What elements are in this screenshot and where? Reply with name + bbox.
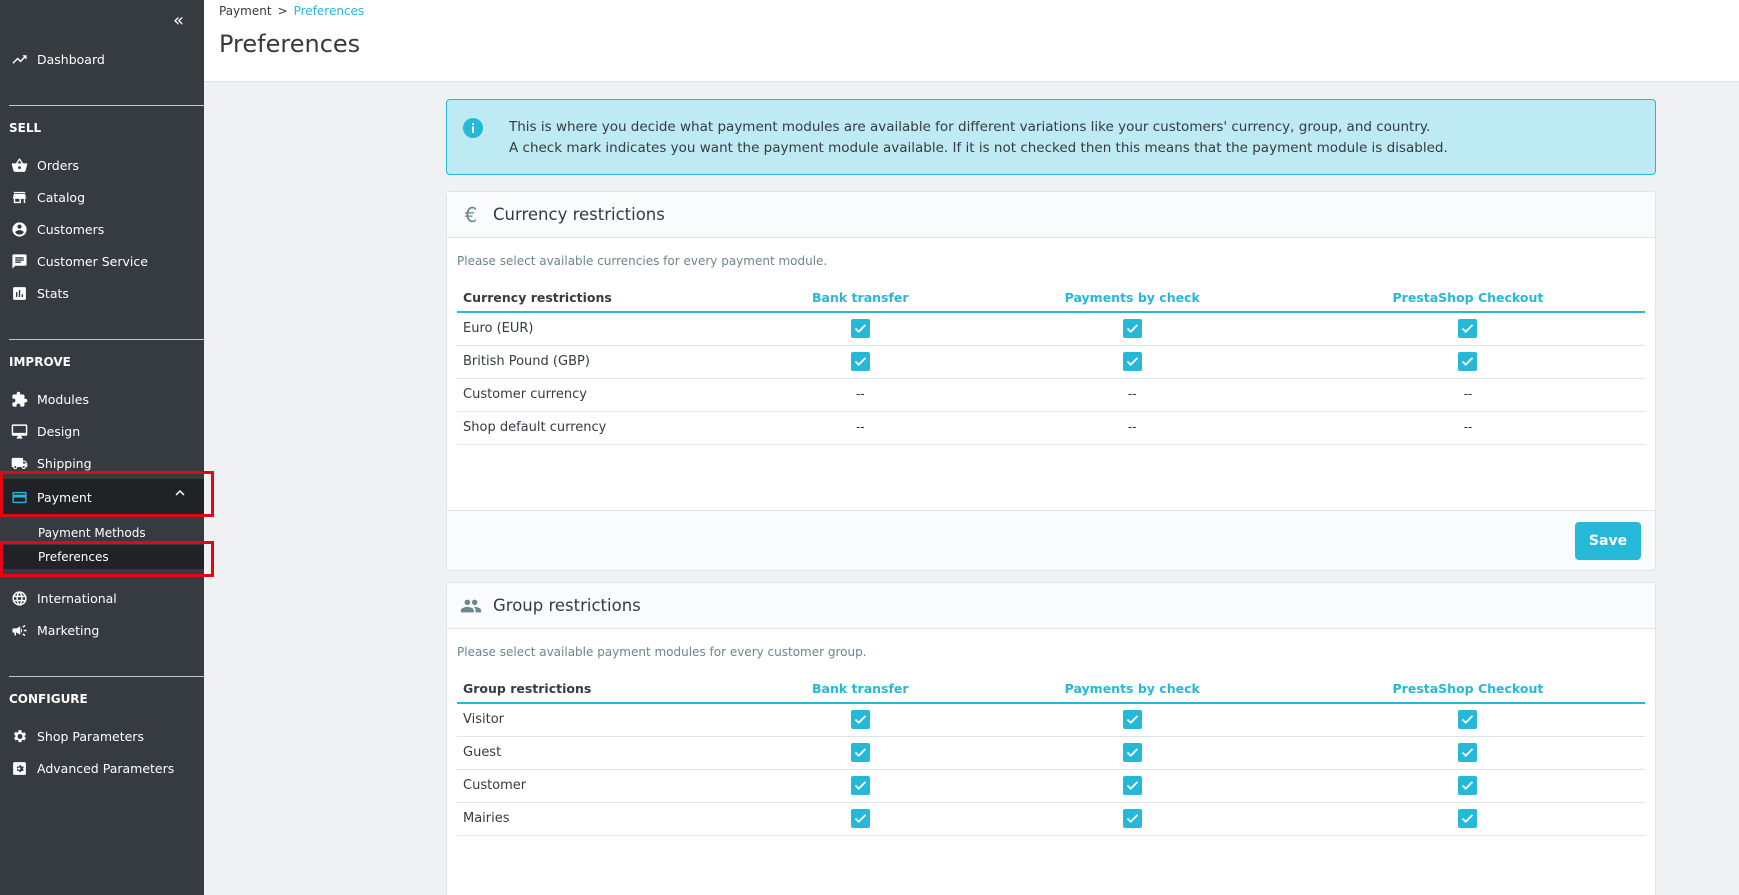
check-icon bbox=[853, 745, 868, 760]
sidebar-item-label: Marketing bbox=[37, 622, 100, 638]
checkbox-checked[interactable] bbox=[1458, 743, 1477, 762]
not-applicable-value: -- bbox=[855, 420, 865, 434]
check-icon bbox=[1460, 712, 1475, 727]
table-cell bbox=[974, 312, 1291, 345]
table-cell bbox=[974, 769, 1291, 802]
trending-up-icon bbox=[9, 49, 29, 69]
checkbox-checked[interactable] bbox=[851, 809, 870, 828]
not-applicable-value: -- bbox=[1127, 387, 1137, 401]
checkbox-checked[interactable] bbox=[1123, 319, 1142, 338]
row-label: Shop default currency bbox=[457, 411, 747, 444]
table-cell bbox=[747, 736, 974, 769]
check-icon bbox=[853, 778, 868, 793]
checkbox-checked[interactable] bbox=[1123, 352, 1142, 371]
checkbox-checked[interactable] bbox=[851, 743, 870, 762]
sidebar-item-shop-parameters[interactable] bbox=[0, 720, 204, 752]
info-text bbox=[509, 117, 1448, 159]
breadcrumb-separator: > bbox=[277, 4, 288, 18]
table-cell bbox=[747, 312, 974, 345]
table-cell bbox=[747, 345, 974, 378]
table-cell bbox=[1291, 378, 1645, 411]
row-label: Mairies bbox=[457, 802, 747, 835]
chat-icon bbox=[9, 251, 29, 271]
group-restrictions-card bbox=[446, 582, 1656, 895]
card-title: Currency restrictions bbox=[493, 205, 665, 224]
sidebar-item-stats[interactable] bbox=[0, 277, 204, 309]
checkbox-checked[interactable] bbox=[1123, 776, 1142, 795]
table-cell bbox=[747, 703, 974, 736]
card-header bbox=[447, 192, 1655, 238]
sidebar-item-label: International bbox=[37, 590, 117, 606]
card-header bbox=[447, 583, 1655, 629]
table-header-row bbox=[457, 675, 1645, 703]
page-title: Preferences bbox=[219, 30, 361, 58]
card-footer bbox=[447, 510, 1655, 570]
table-cell bbox=[974, 703, 1291, 736]
sidebar-item-label: Shipping bbox=[37, 455, 92, 471]
check-icon bbox=[1460, 811, 1475, 826]
checkbox-checked[interactable] bbox=[1458, 809, 1477, 828]
sidebar-item-marketing[interactable] bbox=[0, 614, 204, 646]
currency-restrictions-table bbox=[457, 284, 1645, 445]
megaphone-icon bbox=[9, 620, 29, 640]
sidebar-subitem-preferences[interactable]: Preferences bbox=[0, 545, 204, 569]
column-header: Payments by check bbox=[974, 675, 1291, 703]
table-row bbox=[457, 378, 1645, 411]
row-label: Euro (EUR) bbox=[457, 312, 747, 345]
check-icon bbox=[853, 712, 868, 727]
breadcrumb bbox=[219, 4, 364, 18]
sidebar-divider bbox=[9, 105, 204, 106]
sidebar-item-label: Payment bbox=[37, 489, 92, 505]
table-row bbox=[457, 703, 1645, 736]
sidebar-item-label: Customer Service bbox=[37, 253, 148, 269]
table-cell bbox=[747, 411, 974, 444]
table-row bbox=[457, 736, 1645, 769]
truck-icon bbox=[9, 453, 29, 473]
euro-icon: € bbox=[464, 202, 478, 227]
breadcrumb-parent[interactable]: Payment bbox=[219, 4, 272, 18]
column-header: Payments by check bbox=[974, 284, 1291, 312]
breadcrumb-current[interactable]: Preferences bbox=[293, 4, 365, 18]
check-icon bbox=[853, 811, 868, 826]
checkbox-checked[interactable] bbox=[1458, 319, 1477, 338]
check-icon bbox=[1125, 778, 1140, 793]
card-description: Please select available currencies for every payment module. bbox=[457, 254, 828, 268]
column-header: Currency restrictions bbox=[457, 284, 747, 312]
group-restrictions-table bbox=[457, 675, 1645, 836]
section-title-configure: CONFIGURE bbox=[9, 692, 88, 706]
sidebar-item-label: Modules bbox=[37, 391, 89, 407]
bar-chart-icon bbox=[9, 283, 29, 303]
check-icon bbox=[853, 354, 868, 369]
sidebar-item-label: Orders bbox=[37, 157, 80, 173]
row-label: British Pound (GBP) bbox=[457, 345, 747, 378]
settings-box-icon bbox=[9, 758, 29, 778]
table-cell bbox=[974, 345, 1291, 378]
table-cell bbox=[1291, 411, 1645, 444]
table-cell bbox=[974, 411, 1291, 444]
table-cell bbox=[747, 378, 974, 411]
sidebar-item-international[interactable] bbox=[0, 582, 204, 614]
sidebar-item-label: Design bbox=[37, 423, 81, 439]
sidebar-item-dashboard[interactable] bbox=[0, 43, 204, 75]
info-icon bbox=[463, 118, 483, 138]
sidebar-item-catalog[interactable] bbox=[0, 181, 204, 213]
checkbox-checked[interactable] bbox=[1123, 710, 1142, 729]
table-cell bbox=[747, 769, 974, 802]
sidebar-item-advanced-parameters[interactable] bbox=[0, 752, 204, 784]
sidebar-item-label: Dashboard bbox=[37, 51, 105, 67]
table-cell bbox=[1291, 769, 1645, 802]
check-icon bbox=[1460, 745, 1475, 760]
page-header bbox=[204, 0, 1739, 82]
sidebar-item-customers[interactable] bbox=[0, 213, 204, 245]
sidebar-item-shipping[interactable] bbox=[0, 447, 204, 479]
sidebar-subitem-payment-methods[interactable]: Payment Methods bbox=[38, 526, 146, 540]
credit-card-icon bbox=[9, 487, 29, 507]
save-button[interactable]: Save bbox=[1575, 522, 1641, 560]
check-icon bbox=[1460, 778, 1475, 793]
gear-icon bbox=[9, 726, 29, 746]
checkbox-checked[interactable] bbox=[1123, 809, 1142, 828]
checkbox-checked[interactable] bbox=[1458, 710, 1477, 729]
table-row bbox=[457, 802, 1645, 835]
checkbox-checked[interactable] bbox=[1123, 743, 1142, 762]
not-applicable-value: -- bbox=[1127, 420, 1137, 434]
table-row bbox=[457, 411, 1645, 444]
table-row bbox=[457, 769, 1645, 802]
account-circle-icon bbox=[9, 219, 29, 239]
info-line-1: This is where you decide what payment modules are available for different variations like your customers' currency, group, and country. bbox=[509, 119, 1431, 135]
table-row bbox=[457, 312, 1645, 345]
sidebar-divider bbox=[9, 339, 204, 340]
table-cell bbox=[974, 378, 1291, 411]
table-cell bbox=[1291, 703, 1645, 736]
sidebar-item-label: Stats bbox=[37, 285, 69, 301]
column-header: PrestaShop Checkout bbox=[1291, 675, 1645, 703]
check-icon bbox=[1460, 354, 1475, 369]
table-header-row bbox=[457, 284, 1645, 312]
store-icon bbox=[9, 187, 29, 207]
card-title: Group restrictions bbox=[493, 596, 641, 615]
checkbox-checked[interactable] bbox=[851, 319, 870, 338]
check-icon bbox=[1460, 321, 1475, 336]
check-icon bbox=[1125, 712, 1140, 727]
check-icon bbox=[1125, 354, 1140, 369]
checkbox-checked[interactable] bbox=[1458, 776, 1477, 795]
info-alert bbox=[446, 99, 1656, 175]
desktop-icon bbox=[9, 421, 29, 441]
table-cell bbox=[747, 802, 974, 835]
checkbox-checked[interactable] bbox=[1458, 352, 1477, 371]
sidebar-item-customer-service[interactable] bbox=[0, 245, 204, 277]
check-icon bbox=[1125, 745, 1140, 760]
checkbox-checked[interactable] bbox=[851, 710, 870, 729]
row-label: Customer currency bbox=[457, 378, 747, 411]
check-icon bbox=[1125, 321, 1140, 336]
section-title-sell: SELL bbox=[9, 121, 42, 135]
globe-icon bbox=[9, 588, 29, 608]
section-title-improve: IMPROVE bbox=[9, 355, 71, 369]
table-row bbox=[457, 345, 1645, 378]
row-label: Guest bbox=[457, 736, 747, 769]
sidebar-item-modules[interactable] bbox=[0, 383, 204, 415]
sidebar-item-design[interactable] bbox=[0, 415, 204, 447]
table-cell bbox=[1291, 312, 1645, 345]
column-header: Group restrictions bbox=[457, 675, 747, 703]
row-label: Visitor bbox=[457, 703, 747, 736]
chevron-up-icon bbox=[174, 487, 186, 499]
not-applicable-value: -- bbox=[1463, 387, 1473, 401]
sidebar-item-label: Advanced Parameters bbox=[37, 760, 175, 776]
column-header: Bank transfer bbox=[747, 284, 974, 312]
basket-icon bbox=[9, 155, 29, 175]
currency-restrictions-card bbox=[446, 191, 1656, 571]
column-header: PrestaShop Checkout bbox=[1291, 284, 1645, 312]
sidebar-item-orders[interactable] bbox=[0, 149, 204, 181]
not-applicable-value: -- bbox=[1463, 420, 1473, 434]
card-description: Please select available payment modules for every customer group. bbox=[457, 645, 867, 659]
table-cell bbox=[974, 736, 1291, 769]
collapse-sidebar-icon[interactable]: « bbox=[172, 10, 184, 31]
info-line-2: A check mark indicates you want the payment module available. If it is not checked then this means that the payment module is disabled. bbox=[509, 140, 1448, 156]
column-header: Bank transfer bbox=[747, 675, 974, 703]
check-icon bbox=[853, 321, 868, 336]
sidebar-item-payment[interactable] bbox=[0, 479, 204, 515]
row-label: Customer bbox=[457, 769, 747, 802]
puzzle-icon bbox=[9, 389, 29, 409]
table-cell bbox=[974, 802, 1291, 835]
sidebar bbox=[0, 0, 204, 895]
check-icon bbox=[1125, 811, 1140, 826]
checkbox-checked[interactable] bbox=[851, 776, 870, 795]
table-cell bbox=[1291, 736, 1645, 769]
sidebar-item-label: Customers bbox=[37, 221, 105, 237]
sidebar-item-label: Catalog bbox=[37, 189, 86, 205]
table-cell bbox=[1291, 802, 1645, 835]
sidebar-item-label: Shop Parameters bbox=[37, 728, 144, 744]
not-applicable-value: -- bbox=[855, 387, 865, 401]
table-cell bbox=[1291, 345, 1645, 378]
checkbox-checked[interactable] bbox=[851, 352, 870, 371]
sidebar-divider bbox=[9, 676, 204, 677]
people-icon bbox=[459, 594, 483, 618]
